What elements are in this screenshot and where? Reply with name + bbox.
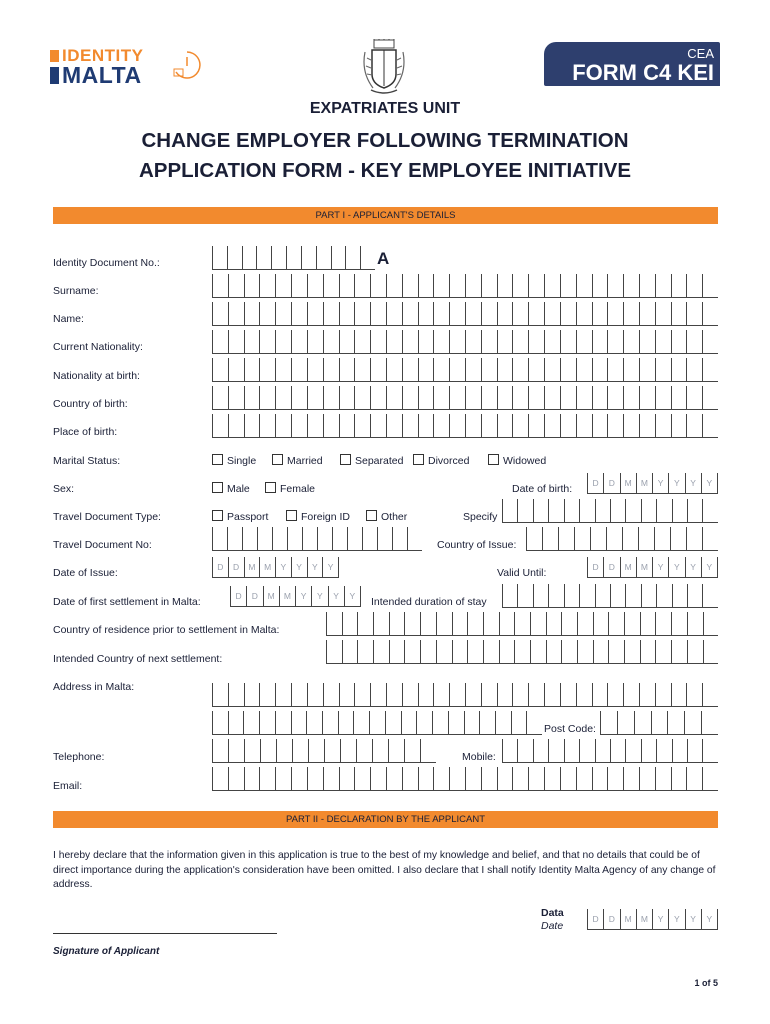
checkbox[interactable] — [212, 454, 223, 465]
checkbox[interactable] — [413, 454, 424, 465]
email-field[interactable] — [212, 767, 718, 791]
data-label: Data — [541, 907, 564, 919]
date-issue-field[interactable]: D D M M Y Y Y Y — [212, 557, 339, 578]
dob-label: Date of birth: — [512, 483, 573, 495]
id-no-label: Identity Document No.: — [53, 257, 160, 269]
intended-duration-label: Intended duration of stay — [371, 596, 487, 608]
checkbox[interactable] — [366, 510, 377, 521]
page-number: 1 of 5 — [694, 978, 718, 988]
next-settlement-field[interactable] — [326, 640, 718, 664]
valid-until-field[interactable]: D D M M Y Y Y Y — [587, 557, 718, 578]
residence-prior-field[interactable] — [326, 612, 718, 636]
name-field[interactable] — [212, 302, 718, 326]
specify-label: Specify — [463, 511, 498, 523]
specify-field[interactable] — [502, 499, 718, 523]
telephone-field[interactable] — [212, 739, 436, 763]
form-code-badge — [544, 42, 720, 86]
country-birth-field[interactable] — [212, 386, 718, 410]
identity-mark-icon — [172, 50, 202, 80]
id-suffix: A — [377, 249, 390, 268]
travel-doc-type-label: Travel Document Type: — [53, 511, 161, 523]
travel-doc-no-field[interactable] — [212, 527, 422, 551]
current-nationality-label: Current Nationality: — [53, 341, 143, 353]
address-field-line1[interactable] — [212, 683, 718, 707]
mobile-label: Mobile: — [462, 751, 496, 763]
date-issue-label: Date of Issue: — [53, 567, 118, 579]
date-label: Date — [541, 920, 564, 932]
travel-doc-no-label: Travel Document No: — [53, 539, 152, 551]
checkbox[interactable] — [286, 510, 297, 521]
marital-status-label: Marital Status: — [53, 455, 121, 467]
checkbox[interactable] — [272, 454, 283, 465]
country-issue-field[interactable] — [526, 527, 718, 551]
nationality-birth-field[interactable] — [212, 358, 718, 382]
travel-passport-option[interactable]: Passport — [212, 510, 268, 523]
checkbox[interactable] — [212, 482, 223, 493]
address-field-line2[interactable] — [212, 711, 542, 735]
part1-heading: PART I - APPLICANT'S DETAILS — [53, 207, 718, 224]
logo-identity: IDENTITY — [50, 46, 143, 66]
travel-foreign-id-option[interactable]: Foreign ID — [286, 510, 350, 523]
surname-label: Surname: — [53, 285, 99, 297]
logo-malta: MALTA — [50, 62, 142, 89]
place-birth-field[interactable] — [212, 414, 718, 438]
residence-prior-label: Country of residence prior to settlement in Malta: — [53, 624, 280, 636]
place-birth-label: Place of birth: — [53, 426, 118, 438]
form-title: CHANGE EMPLOYER FOLLOWING TERMINATION APPLICATION FORM - KEY EMPLOYEE INITIATIVE — [138, 129, 632, 182]
current-nationality-field[interactable] — [212, 330, 718, 354]
checkbox[interactable] — [488, 454, 499, 465]
signature-line[interactable] — [53, 933, 277, 934]
next-settlement-label: Intended Country of next settlement: — [53, 653, 223, 665]
unit-title: EXPATRIATES UNIT — [309, 100, 461, 117]
name-label: Name: — [53, 313, 84, 325]
country-birth-label: Country of birth: — [53, 398, 128, 410]
marital-married-option[interactable]: Married — [272, 454, 323, 467]
cea-label: CEA — [687, 46, 714, 61]
dob-field[interactable]: D D M M Y Y Y Y — [587, 473, 718, 494]
id-no-field[interactable] — [212, 246, 375, 270]
valid-until-label: Valid Until: — [497, 567, 547, 579]
surname-field[interactable] — [212, 274, 718, 298]
checkbox[interactable] — [340, 454, 351, 465]
telephone-label: Telephone: — [53, 751, 105, 763]
country-issue-label: Country of Issue: — [437, 539, 517, 551]
marital-widowed-option[interactable]: Widowed — [488, 454, 546, 467]
address-label: Address in Malta: — [53, 681, 135, 693]
declaration-date-field[interactable]: D D M M Y Y Y Y — [587, 909, 718, 930]
email-label: Email: — [53, 780, 83, 792]
marital-separated-option[interactable]: Separated — [340, 454, 403, 467]
intended-duration-field[interactable] — [502, 584, 718, 608]
sex-male-option[interactable]: Male — [212, 482, 250, 495]
checkbox[interactable] — [212, 510, 223, 521]
malta-crest-icon — [361, 38, 407, 96]
post-code-label: Post Code: — [544, 723, 596, 735]
part2-heading: PART II - DECLARATION BY THE APPLICANT — [53, 811, 718, 828]
signature-label: Signature of Applicant — [53, 946, 160, 957]
travel-other-option[interactable]: Other — [366, 510, 407, 523]
mobile-field[interactable] — [502, 739, 718, 763]
nationality-birth-label: Nationality at birth: — [53, 370, 140, 382]
post-code-field[interactable] — [600, 711, 718, 735]
marital-divorced-option[interactable]: Divorced — [413, 454, 469, 467]
sex-label: Sex: — [53, 483, 75, 495]
checkbox[interactable] — [265, 482, 276, 493]
sex-female-option[interactable]: Female — [265, 482, 315, 495]
form-code: FORM C4 KEI — [572, 60, 714, 85]
first-settlement-label: Date of first settlement in Malta: — [53, 596, 201, 608]
declaration-text: I hereby declare that the information given in this application is true to the best of my knowledge and belief, and that no details that could be of direct importance during the application's consideration have been omitted. I also declare that I shall notify Identity Malta Agency of any change of address. — [53, 850, 716, 890]
first-settlement-field[interactable]: D D M M Y Y Y Y — [230, 586, 361, 607]
marital-single-option[interactable]: Single — [212, 454, 256, 467]
